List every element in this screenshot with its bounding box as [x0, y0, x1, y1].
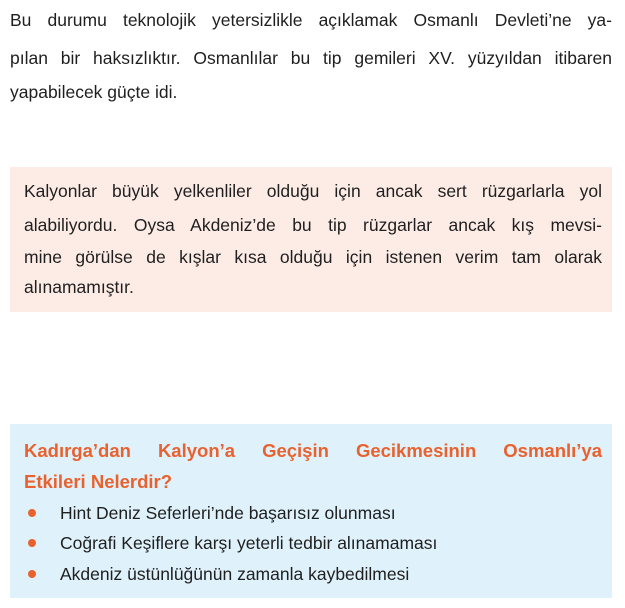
intro-line: pılan bir haksızlıktır. Osmanlılar bu tip gemileri XV. yüzyıldan itibaren	[10, 48, 612, 68]
bullet-list-item	[24, 532, 594, 554]
bullet-list-item	[24, 502, 594, 524]
intro-line: yapabilecek güçte idi.	[10, 82, 178, 102]
question-title: Etkileri Nelerdir?	[24, 471, 173, 492]
bullet-dot-icon	[28, 509, 36, 517]
question-title: Kadırga’dan Kalyon’a Geçişin Gecikmesinin Osmanlı’ya	[24, 440, 602, 461]
callout-line: alabiliyordu. Oysa Akdeniz’de bu tip rüzgarlar ancak kış mevsi-	[24, 215, 602, 235]
bullet-text: Hint Deniz Seferleri’nde başarısız olunması	[60, 503, 396, 523]
bullet-list-item	[24, 563, 594, 585]
intro-line: Bu durumu teknolojik yetersizlikle açıklamak Osmanlı Devleti’ne ya-	[10, 10, 612, 30]
bullet-dot-icon	[28, 539, 36, 547]
bullet-text: Coğrafi Keşiflere karşı yeterli tedbir alınamaması	[60, 533, 438, 553]
bullet-dot-icon	[28, 570, 36, 578]
bullet-text: Akdeniz üstünlüğünün zamanla kaybedilmesi	[60, 564, 410, 584]
info-callout-box	[10, 167, 612, 312]
callout-line: mine görülse de kışlar kısa olduğu için istenen verim tam olarak	[24, 247, 602, 267]
question-box	[10, 424, 612, 598]
callout-line: Kalyonlar büyük yelkenliler olduğu için ancak sert rüzgarlarla yol	[24, 181, 602, 201]
callout-line: alınamamıştır.	[24, 277, 134, 297]
